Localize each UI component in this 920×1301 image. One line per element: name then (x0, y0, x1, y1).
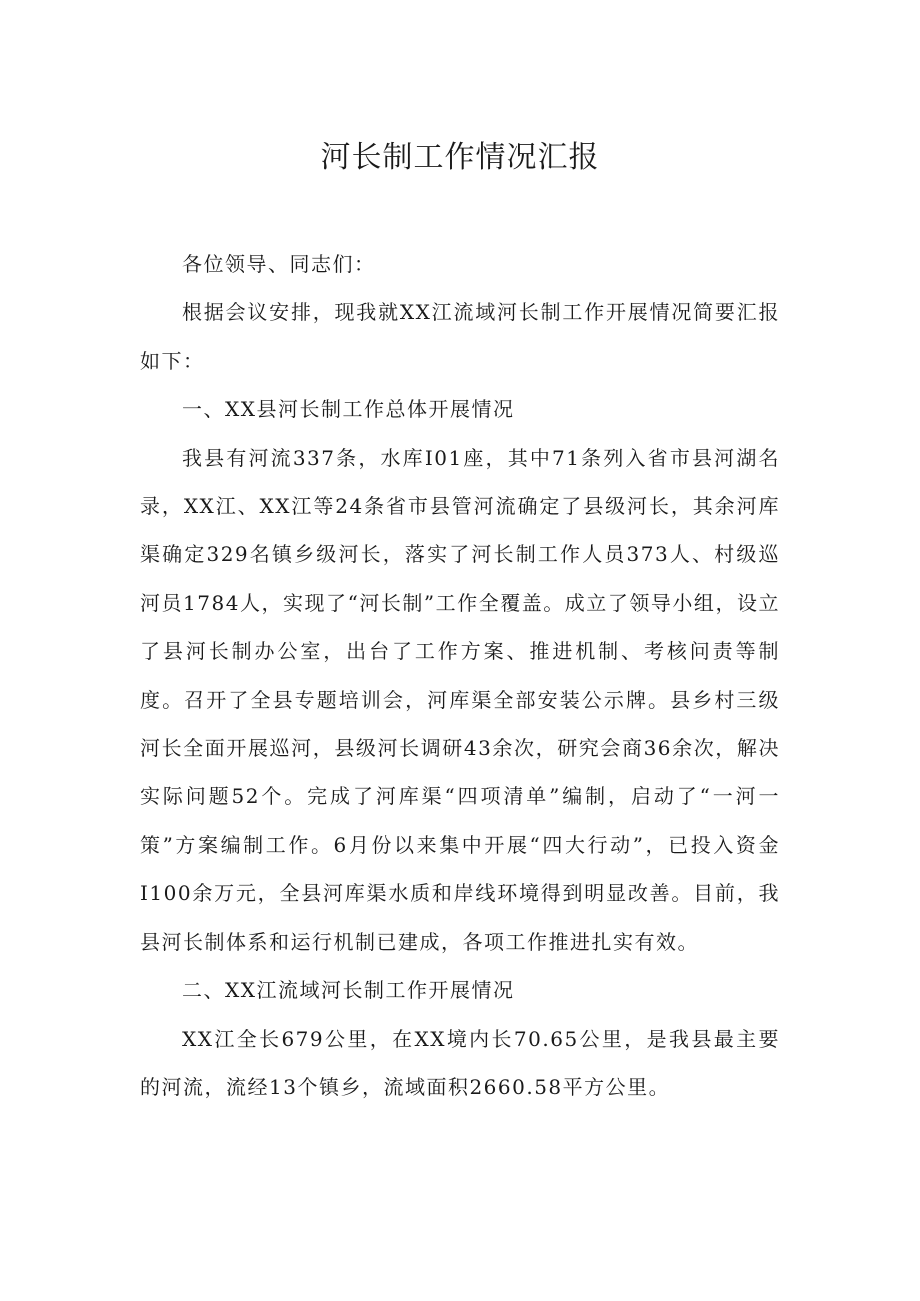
section-1-paragraph: 我县有河流337条，水库I01座，其中71条列入省市县河湖名录，XX江、XX江等24条省市县管河流确定了县级河长，其余河库渠确定329名镇乡级河长，落实了河长制工作人员373人、村级巡河员1784人，实现了“河长制”工作全覆盖。成立了领导小组，设立了县河长制办公室，出台了工作方案、推进机制、考核问责等制度。召开了全县专题培训会，河库渠全部安装公示牌。县乡村三级河长全面开展巡河，县级河长调研43余次，研究会商36余次，解决实际问题52个。完成了河库渠“四项清单”编制，启动了“一河一策”方案编制工作。6月份以来集中开展“四大行动”，已投入资金I100余万元，全县河库渠水质和岸线环境得到明显改善。目前，我县河长制体系和运行机制已建成，各项工作推进扎实有效。 (140, 445, 780, 954)
document-body (140, 240, 780, 1111)
section-2-paragraph: XX江全长679公里，在XX境内长70.65公里，是我县最主要的河流，流经13个镇乡，流域面积2660.58平方公里。 (140, 1026, 780, 1099)
section-heading-2: 二、XX江流域河长制工作开展情况 (182, 978, 515, 1003)
section-heading-1: 一、XX县河长制工作总体开展情况 (182, 397, 515, 422)
document-title: 河长制工作情况汇报 (320, 140, 600, 175)
salutation: 各位领导、同志们： (182, 252, 376, 276)
intro-paragraph: 根据会议安排，现我就XX江流域河长制工作开展情况简要汇报如下： (140, 300, 780, 373)
